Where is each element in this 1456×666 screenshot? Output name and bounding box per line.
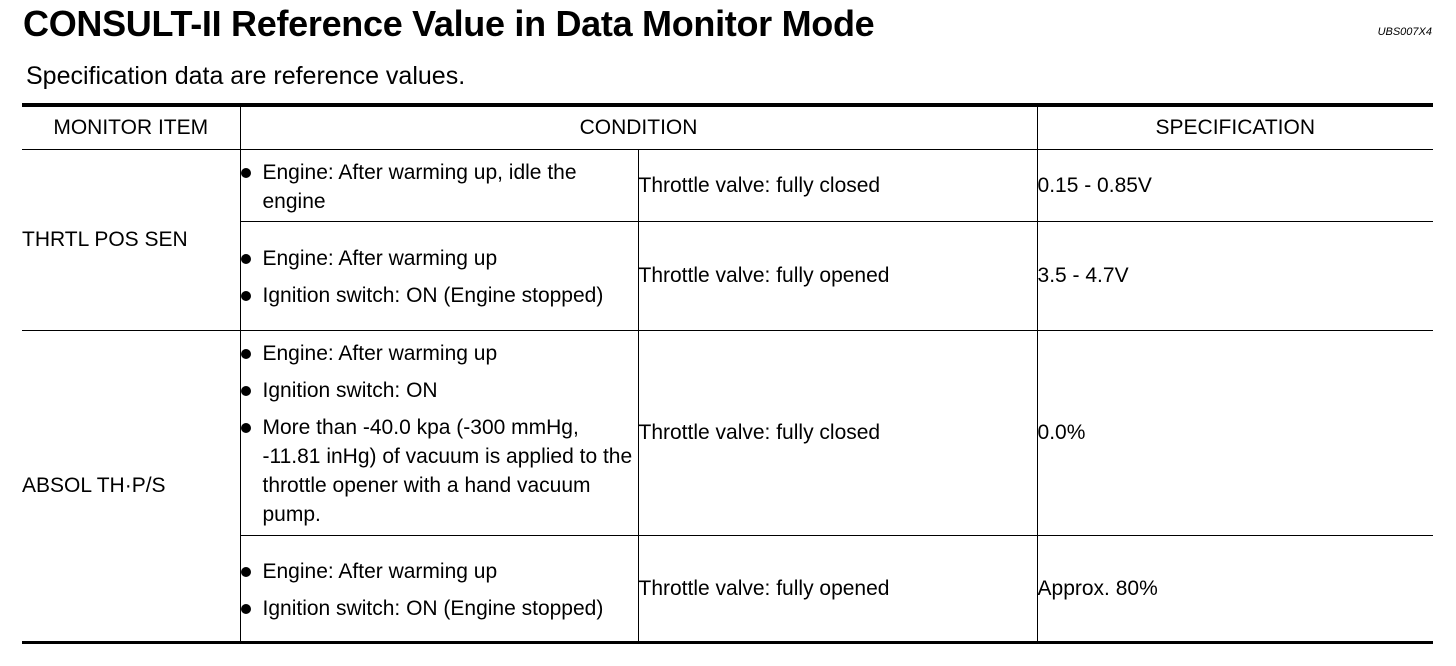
specification-cell: 0.15 - 0.85V xyxy=(1037,150,1433,222)
column-header-specification: SPECIFICATION xyxy=(1037,105,1433,150)
bullet-icon xyxy=(241,254,251,264)
bullet-icon xyxy=(241,567,251,577)
condition-cell xyxy=(240,331,638,536)
condition-text: Ignition switch: ON xyxy=(262,379,438,402)
column-header-monitor-item: MONITOR ITEM xyxy=(22,105,240,150)
specification-cell: Approx. 80% xyxy=(1037,536,1433,643)
specification-cell: 3.5 - 4.7V xyxy=(1037,222,1433,331)
condition-bullet xyxy=(241,281,638,310)
bullet-icon xyxy=(241,168,251,178)
condition-bullet xyxy=(241,339,638,368)
table-header-row xyxy=(22,105,1433,150)
condition-text: Engine: After warming up xyxy=(262,342,498,365)
condition-bullet xyxy=(241,557,638,586)
condition-text: Ignition switch: ON (Engine stopped) xyxy=(262,284,604,307)
condition-bullet xyxy=(241,244,638,273)
condition-cell xyxy=(240,536,638,643)
state-cell: Throttle valve: fully opened xyxy=(638,536,1037,643)
condition-text: More than -40.0 kpa (-300 mmHg, -11.81 inHg) of vacuum is applied to the throttle opener with a hand vacuum pump. xyxy=(262,416,633,526)
bullet-icon xyxy=(241,349,251,359)
subtitle: Specification data are reference values. xyxy=(26,62,466,90)
condition-cell xyxy=(240,150,638,222)
specification-cell: 0.0% xyxy=(1037,331,1433,536)
table-row xyxy=(22,150,1433,222)
page-title: CONSULT-II Reference Value in Data Monitor Mode xyxy=(23,3,875,44)
condition-bullet xyxy=(241,413,638,529)
condition-text: Ignition switch: ON (Engine stopped) xyxy=(262,596,604,620)
state-cell: Throttle valve: fully closed xyxy=(638,331,1037,536)
bullet-icon xyxy=(241,604,251,614)
condition-text: Engine: After warming up xyxy=(262,559,498,583)
table-row xyxy=(22,331,1433,536)
bullet-icon xyxy=(241,386,251,396)
state-cell: Throttle valve: fully opened xyxy=(638,222,1037,331)
condition-bullet xyxy=(241,376,638,405)
condition-cell xyxy=(240,222,638,331)
condition-text: Engine: After warming up xyxy=(262,247,498,270)
monitor-item-cell: ABSOL TH·P/S xyxy=(22,474,166,497)
condition-bullet xyxy=(241,158,638,216)
condition-bullet xyxy=(241,594,638,623)
state-cell: Throttle valve: fully closed xyxy=(638,150,1037,222)
condition-text: Engine: After warming up, idle the engine xyxy=(262,160,577,213)
document-code: UBS007X4 xyxy=(1377,26,1432,38)
column-header-condition: CONDITION xyxy=(240,105,1037,150)
bullet-icon xyxy=(241,291,251,301)
monitor-item-cell: THRTL POS SEN xyxy=(22,150,240,331)
bullet-icon xyxy=(241,423,251,433)
reference-value-table xyxy=(22,103,1433,644)
